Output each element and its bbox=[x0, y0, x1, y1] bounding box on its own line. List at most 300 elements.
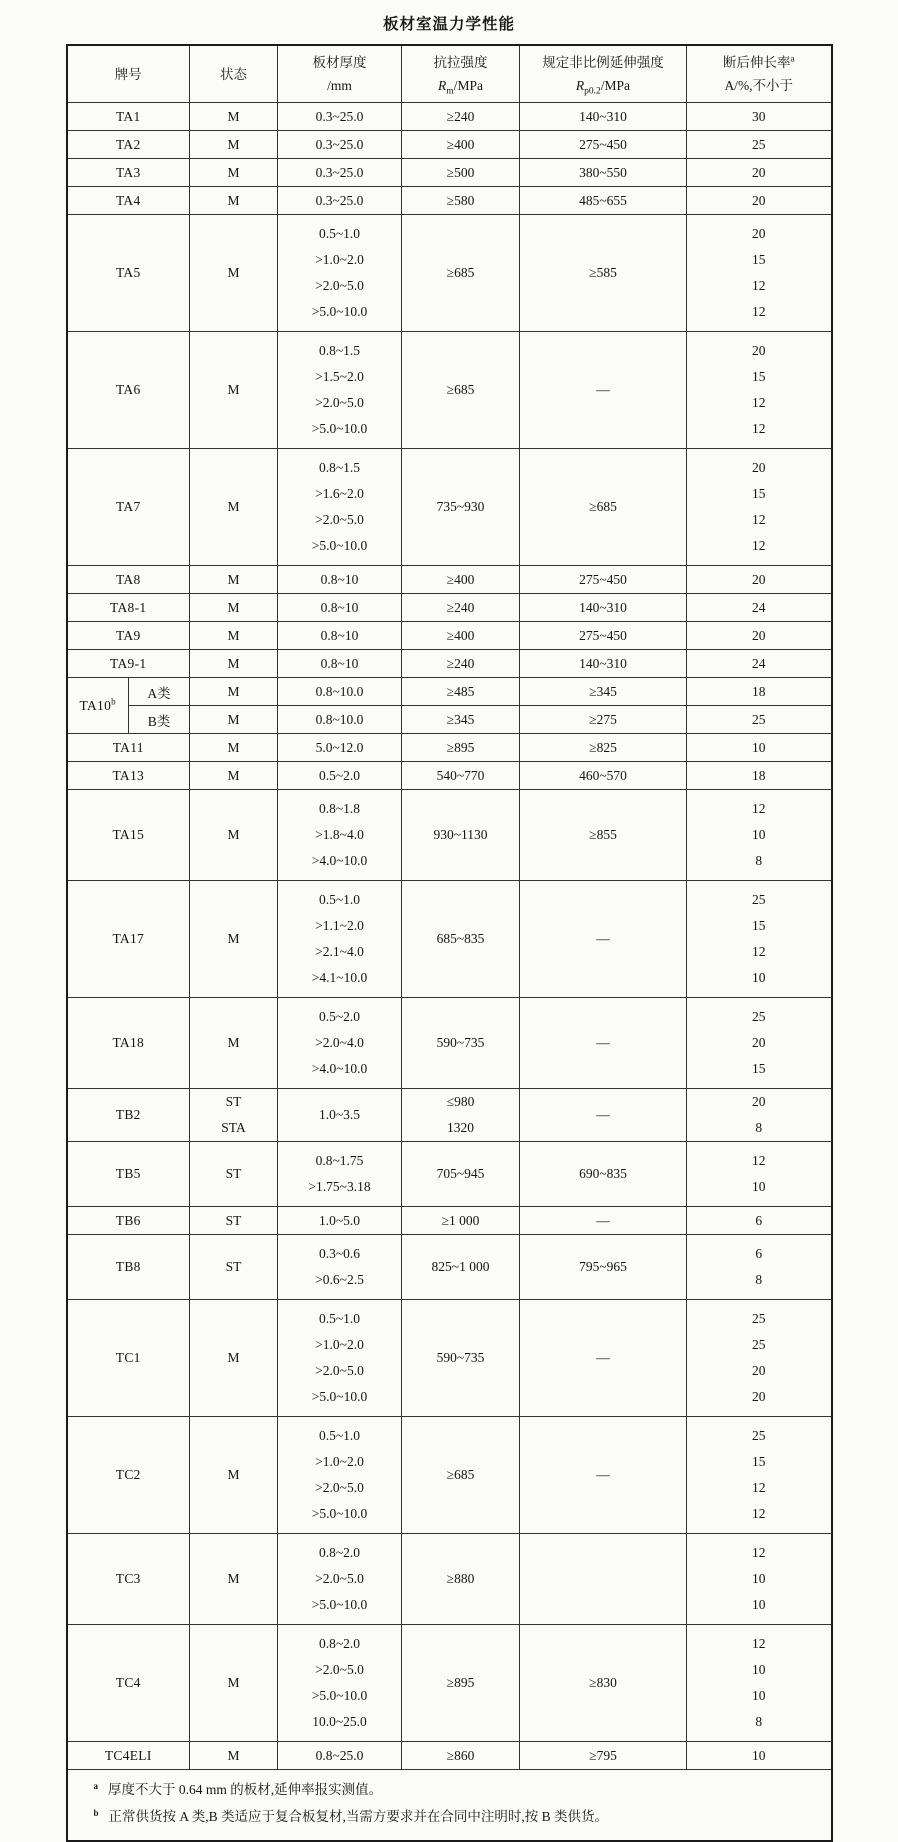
grade-cell bbox=[67, 650, 190, 678]
tensile-strength-cell bbox=[402, 594, 520, 622]
grade-label: TC1 bbox=[115, 1350, 141, 1365]
elongation-cell bbox=[687, 1207, 832, 1235]
state-cell bbox=[190, 1742, 278, 1770]
table-row bbox=[67, 131, 832, 159]
proof-strength-value: 485~655 bbox=[579, 192, 627, 208]
elongation-value: 10 bbox=[752, 1179, 766, 1194]
table-row bbox=[67, 187, 832, 215]
footnotes-cell bbox=[67, 1770, 832, 1842]
thickness-value: 0.3~0.6 bbox=[318, 1246, 361, 1261]
proof-strength-value: — bbox=[596, 1035, 610, 1050]
proof-strength-cell bbox=[520, 1089, 687, 1142]
tensile-strength-value: ≥240 bbox=[446, 108, 475, 124]
table-row bbox=[67, 1417, 832, 1534]
header-thickness-unit: /mm bbox=[327, 78, 352, 93]
thickness-cell bbox=[278, 1207, 402, 1235]
grade-cell bbox=[67, 1207, 190, 1235]
state-cell bbox=[190, 998, 278, 1089]
footnotes-row bbox=[67, 1770, 832, 1842]
grade-cell bbox=[67, 1417, 190, 1534]
proof-strength-value: 275~450 bbox=[579, 627, 627, 643]
tensile-strength-cell bbox=[402, 449, 520, 566]
elongation-value: 12 bbox=[752, 944, 766, 959]
proof-strength-cell bbox=[520, 159, 687, 187]
grade-label: TC4ELI bbox=[104, 1747, 152, 1763]
header-state bbox=[190, 45, 278, 103]
elongation-value: 10 bbox=[752, 739, 766, 755]
tensile-strength-cell bbox=[402, 187, 520, 215]
proof-strength-value: ≥345 bbox=[589, 683, 617, 699]
thickness-value: >2.0~5.0 bbox=[315, 1480, 364, 1495]
thickness-value: >1.0~2.0 bbox=[315, 1454, 364, 1469]
tensile-strength-cell bbox=[402, 1625, 520, 1742]
tensile-strength-cell bbox=[402, 1742, 520, 1770]
grade-label: TA4 bbox=[115, 192, 141, 208]
grade-label: TA18 bbox=[112, 1035, 145, 1050]
proof-strength-cell bbox=[520, 1235, 687, 1300]
grade-label: TA1 bbox=[115, 108, 141, 124]
state-value: M bbox=[227, 827, 240, 842]
grade-label: TA13 bbox=[112, 767, 145, 783]
thickness-cell bbox=[278, 706, 402, 734]
elongation-cell bbox=[687, 449, 832, 566]
thickness-value: >4.0~10.0 bbox=[311, 1061, 368, 1076]
thickness-value: >1.1~2.0 bbox=[315, 918, 364, 933]
proof-strength-value: — bbox=[596, 1350, 610, 1365]
grade-cell bbox=[67, 762, 190, 790]
grade-label: TA8-1 bbox=[110, 599, 147, 615]
elongation-value: 25 bbox=[752, 711, 766, 727]
grade-cell bbox=[67, 678, 129, 734]
table-row bbox=[67, 1089, 832, 1142]
thickness-value: >5.0~10.0 bbox=[311, 538, 368, 553]
grade-label: TA11 bbox=[112, 739, 144, 755]
grade-label: TA8 bbox=[115, 571, 141, 587]
thickness-value: >4.0~10.0 bbox=[311, 853, 368, 868]
thickness-cell bbox=[278, 1300, 402, 1417]
elongation-value: 25 bbox=[752, 1428, 766, 1443]
state-value: M bbox=[227, 1350, 240, 1365]
elongation-value: 10 bbox=[752, 827, 766, 842]
elongation-value: 20 bbox=[752, 192, 766, 208]
elongation-value: 25 bbox=[752, 1311, 766, 1326]
table-row bbox=[67, 594, 832, 622]
header-state-label: 状态 bbox=[220, 66, 247, 82]
thickness-value: >2.0~5.0 bbox=[315, 512, 364, 527]
tensile-strength-cell bbox=[402, 159, 520, 187]
table-row bbox=[67, 1207, 832, 1235]
elongation-value: 8 bbox=[755, 1272, 763, 1287]
grade-cell bbox=[67, 159, 190, 187]
grade-cell bbox=[67, 622, 190, 650]
table-title: 板材室温力学性能 bbox=[382, 16, 515, 33]
elongation-cell bbox=[687, 594, 832, 622]
proof-strength-value: 380~550 bbox=[579, 164, 627, 180]
tensile-strength-value: ≥400 bbox=[446, 571, 475, 587]
elongation-cell bbox=[687, 1300, 832, 1417]
elongation-cell bbox=[687, 103, 832, 131]
elongation-value: 15 bbox=[752, 252, 766, 267]
proof-strength-value: 275~450 bbox=[579, 571, 627, 587]
table-row bbox=[67, 1300, 832, 1417]
elongation-value: 20 bbox=[752, 226, 766, 241]
elongation-value: 15 bbox=[752, 1061, 766, 1076]
state-value: M bbox=[227, 192, 240, 208]
thickness-value: 5.0~12.0 bbox=[315, 739, 364, 755]
proof-strength-cell bbox=[520, 650, 687, 678]
tensile-strength-value: ≥485 bbox=[446, 683, 475, 699]
thickness-cell bbox=[278, 594, 402, 622]
table-row bbox=[67, 449, 832, 566]
header-proof-label: 规定非比例延伸强度 bbox=[542, 55, 664, 70]
thickness-cell bbox=[278, 790, 402, 881]
grade-label: TA6 bbox=[115, 382, 141, 397]
tensile-strength-cell bbox=[402, 1417, 520, 1534]
state-value: M bbox=[227, 571, 240, 587]
thickness-value: 0.5~1.0 bbox=[318, 226, 361, 241]
proof-strength-cell bbox=[520, 762, 687, 790]
thickness-value: 0.8~10 bbox=[320, 571, 359, 587]
tensile-strength-value: ≥345 bbox=[446, 711, 475, 727]
proof-strength-cell bbox=[520, 881, 687, 998]
elongation-value: 10 bbox=[752, 1662, 766, 1677]
tensile-strength-value: 590~735 bbox=[436, 1350, 485, 1365]
table-row bbox=[67, 1534, 832, 1625]
elongation-value: 30 bbox=[752, 108, 766, 124]
thickness-value: >5.0~10.0 bbox=[311, 1389, 368, 1404]
elongation-value: 24 bbox=[752, 655, 766, 671]
tensile-strength-cell bbox=[402, 1235, 520, 1300]
state-cell bbox=[190, 622, 278, 650]
elongation-value: 18 bbox=[752, 767, 766, 783]
elongation-cell bbox=[687, 622, 832, 650]
grade-subclass-label: B类 bbox=[147, 713, 171, 729]
thickness-value: 0.5~1.0 bbox=[318, 1311, 361, 1326]
state-cell bbox=[190, 103, 278, 131]
elongation-value: 12 bbox=[752, 1545, 766, 1560]
elongation-value: 20 bbox=[752, 343, 766, 358]
state-value: M bbox=[227, 1467, 240, 1482]
thickness-value: >0.6~2.5 bbox=[315, 1272, 364, 1287]
header-proof-strength bbox=[520, 45, 687, 103]
proof-strength-value: 275~450 bbox=[579, 136, 627, 152]
state-value: M bbox=[227, 1675, 240, 1690]
footnote-b-text: 正常供货按 A 类,B 类适应于复合板复材,当需方要求并在合同中注明时,按 B 类供货。 bbox=[108, 1809, 609, 1824]
tensile-strength-value: ≥500 bbox=[446, 164, 475, 180]
grade-cell bbox=[67, 449, 190, 566]
elongation-value: 15 bbox=[752, 918, 766, 933]
elongation-value: 10 bbox=[752, 1747, 766, 1763]
elongation-cell bbox=[687, 159, 832, 187]
thickness-value: >5.0~10.0 bbox=[311, 304, 368, 319]
elongation-cell bbox=[687, 1625, 832, 1742]
grade-label: TA7 bbox=[115, 499, 141, 514]
header-elongation bbox=[687, 45, 832, 103]
thickness-value: >2.0~5.0 bbox=[315, 395, 364, 410]
state-value: ST bbox=[225, 1259, 242, 1274]
state-value: M bbox=[227, 1035, 240, 1050]
proof-strength-cell bbox=[520, 998, 687, 1089]
header-thickness bbox=[278, 45, 402, 103]
table-row bbox=[67, 1142, 832, 1207]
header-elongation-unit: A/%,不小于 bbox=[724, 78, 794, 93]
thickness-cell bbox=[278, 131, 402, 159]
header-proof-symbol: $R_{p0.2}$/MPa bbox=[575, 78, 631, 97]
state-cell bbox=[190, 594, 278, 622]
state-value: M bbox=[227, 767, 240, 783]
proof-strength-cell bbox=[520, 215, 687, 332]
state-value: M bbox=[227, 1571, 240, 1586]
tensile-strength-cell bbox=[402, 678, 520, 706]
proof-strength-value: — bbox=[596, 382, 610, 397]
elongation-value: 20 bbox=[752, 627, 766, 643]
state-value: M bbox=[227, 739, 240, 755]
proof-strength-value: — bbox=[596, 931, 610, 946]
state-value: M bbox=[227, 136, 240, 152]
proof-strength-value: 460~570 bbox=[579, 767, 627, 783]
tensile-strength-cell bbox=[402, 103, 520, 131]
proof-strength-cell bbox=[520, 103, 687, 131]
proof-strength-cell bbox=[520, 1300, 687, 1417]
state-value: M bbox=[227, 627, 240, 643]
thickness-value: >1.0~2.0 bbox=[315, 252, 364, 267]
tensile-strength-value: 1320 bbox=[447, 1120, 474, 1135]
thickness-cell bbox=[278, 622, 402, 650]
table-row bbox=[67, 159, 832, 187]
elongation-value: 20 bbox=[752, 164, 766, 180]
elongation-cell bbox=[687, 1235, 832, 1300]
table-row bbox=[67, 734, 832, 762]
thickness-value: 0.8~10 bbox=[320, 627, 359, 643]
grade-label: TC4 bbox=[115, 1675, 141, 1690]
table-row bbox=[67, 998, 832, 1089]
thickness-value: >1.8~4.0 bbox=[315, 827, 364, 842]
state-value: M bbox=[227, 265, 240, 280]
tensile-strength-cell bbox=[402, 734, 520, 762]
proof-strength-value: ≥830 bbox=[589, 1675, 617, 1690]
proof-strength-cell bbox=[520, 1742, 687, 1770]
tensile-strength-value: 540~770 bbox=[436, 767, 485, 783]
grade-label: TA2 bbox=[115, 136, 141, 152]
elongation-cell bbox=[687, 566, 832, 594]
state-cell bbox=[190, 1089, 278, 1142]
tensile-strength-cell bbox=[402, 762, 520, 790]
state-cell bbox=[190, 332, 278, 449]
grade-label: TC3 bbox=[115, 1571, 141, 1586]
tensile-strength-value: ≥1 000 bbox=[441, 1212, 480, 1228]
tensile-strength-value: 590~735 bbox=[436, 1035, 485, 1050]
grade-subclass-cell bbox=[129, 678, 190, 706]
elongation-value: 25 bbox=[752, 892, 766, 907]
state-cell bbox=[190, 762, 278, 790]
tensile-strength-value: 930~1130 bbox=[433, 827, 488, 842]
state-cell bbox=[190, 650, 278, 678]
proof-strength-cell bbox=[520, 594, 687, 622]
state-value: M bbox=[227, 382, 240, 397]
state-cell bbox=[190, 215, 278, 332]
tensile-strength-value: ≥895 bbox=[446, 739, 475, 755]
thickness-value: 0.8~10 bbox=[320, 599, 359, 615]
elongation-value: 20 bbox=[752, 1363, 766, 1378]
grade-cell bbox=[67, 187, 190, 215]
grade-label: TA3 bbox=[115, 164, 141, 180]
proof-strength-value: ≥275 bbox=[589, 711, 617, 727]
elongation-value: 8 bbox=[755, 853, 763, 868]
elongation-value: 24 bbox=[752, 599, 766, 615]
elongation-cell bbox=[687, 650, 832, 678]
thickness-cell bbox=[278, 159, 402, 187]
thickness-cell bbox=[278, 332, 402, 449]
thickness-value: >5.0~10.0 bbox=[311, 1597, 368, 1612]
thickness-cell bbox=[278, 734, 402, 762]
elongation-cell bbox=[687, 706, 832, 734]
proof-strength-cell bbox=[520, 566, 687, 594]
tensile-strength-value: ≥400 bbox=[446, 627, 475, 643]
grade-cell bbox=[67, 1300, 190, 1417]
proof-strength-cell bbox=[520, 1625, 687, 1742]
elongation-cell bbox=[687, 187, 832, 215]
elongation-value: 25 bbox=[752, 1337, 766, 1352]
state-value: M bbox=[227, 108, 240, 124]
proof-strength-cell bbox=[520, 790, 687, 881]
tensile-strength-value: ≥400 bbox=[446, 136, 475, 152]
thickness-value: >1.75~3.18 bbox=[308, 1179, 371, 1194]
thickness-value: >5.0~10.0 bbox=[311, 421, 368, 436]
elongation-value: 20 bbox=[752, 1094, 766, 1109]
proof-strength-cell bbox=[520, 678, 687, 706]
thickness-value: 0.3~25.0 bbox=[315, 108, 364, 124]
elongation-value: 25 bbox=[752, 136, 766, 152]
elongation-value: 12 bbox=[752, 801, 766, 816]
tensile-strength-cell bbox=[402, 790, 520, 881]
table-row bbox=[67, 678, 832, 706]
tensile-strength-value: ≥240 bbox=[446, 599, 475, 615]
table-row bbox=[67, 881, 832, 998]
thickness-cell bbox=[278, 1235, 402, 1300]
state-value: ST bbox=[225, 1212, 242, 1228]
grade-label: TB8 bbox=[115, 1259, 141, 1274]
thickness-value: 0.5~1.0 bbox=[318, 892, 361, 907]
elongation-value: 8 bbox=[755, 1714, 763, 1729]
proof-strength-value: 140~310 bbox=[579, 655, 627, 671]
tensile-strength-cell bbox=[402, 1089, 520, 1142]
thickness-cell bbox=[278, 762, 402, 790]
header-elongation-label: 断后伸长率$^a$ bbox=[723, 53, 795, 70]
tensile-strength-cell bbox=[402, 1207, 520, 1235]
tensile-strength-value: ≥685 bbox=[446, 382, 475, 397]
proof-strength-cell bbox=[520, 332, 687, 449]
grade-label: TA9-1 bbox=[110, 655, 147, 671]
state-cell bbox=[190, 449, 278, 566]
thickness-value: 0.3~25.0 bbox=[315, 164, 364, 180]
tensile-strength-value: ≥880 bbox=[446, 1571, 475, 1586]
proof-strength-value: ≥795 bbox=[589, 1747, 617, 1763]
elongation-value: 10 bbox=[752, 970, 766, 985]
grade-label: TB6 bbox=[115, 1212, 141, 1228]
proof-strength-value: — bbox=[596, 1107, 610, 1122]
state-cell bbox=[190, 706, 278, 734]
proof-strength-value: 140~310 bbox=[579, 599, 627, 615]
elongation-value: 10 bbox=[752, 1571, 766, 1586]
thickness-cell bbox=[278, 998, 402, 1089]
footnote-a-marker: a bbox=[93, 1780, 98, 1791]
state-value: M bbox=[227, 683, 240, 699]
thickness-value: 0.8~10.0 bbox=[315, 711, 364, 727]
grade-label: TA9 bbox=[115, 627, 141, 643]
header-tensile-strength bbox=[402, 45, 520, 103]
footnote-b-marker: b bbox=[93, 1807, 99, 1818]
tensile-strength-cell bbox=[402, 1534, 520, 1625]
elongation-value: 12 bbox=[752, 304, 766, 319]
elongation-cell bbox=[687, 1089, 832, 1142]
thickness-cell bbox=[278, 1625, 402, 1742]
footnote-b bbox=[94, 1803, 831, 1830]
state-value: M bbox=[227, 499, 240, 514]
state-value: ST bbox=[225, 1094, 242, 1109]
grade-cell bbox=[67, 332, 190, 449]
thickness-value: >2.0~5.0 bbox=[315, 1363, 364, 1378]
thickness-value: 0.8~1.5 bbox=[318, 343, 361, 358]
proof-strength-value: ≥855 bbox=[589, 827, 617, 842]
proof-strength-cell bbox=[520, 131, 687, 159]
thickness-value: 0.3~25.0 bbox=[315, 136, 364, 152]
grade-label: TA5 bbox=[115, 265, 141, 280]
elongation-value: 12 bbox=[752, 421, 766, 436]
table-row bbox=[67, 790, 832, 881]
thickness-value: 0.3~25.0 bbox=[315, 192, 364, 208]
thickness-value: 0.5~2.0 bbox=[318, 1009, 361, 1024]
elongation-value: 20 bbox=[752, 1389, 766, 1404]
state-cell bbox=[190, 187, 278, 215]
elongation-cell bbox=[687, 881, 832, 998]
thickness-value: >2.0~4.0 bbox=[315, 1035, 364, 1050]
proof-strength-value: — bbox=[596, 1467, 610, 1482]
proof-strength-cell bbox=[520, 1417, 687, 1534]
elongation-value: 8 bbox=[755, 1120, 763, 1135]
thickness-value: 0.8~10 bbox=[320, 655, 359, 671]
grade-footnote-marker: b bbox=[111, 696, 116, 706]
tensile-strength-value: ≥895 bbox=[446, 1675, 475, 1690]
thickness-value: >2.0~5.0 bbox=[315, 1662, 364, 1677]
state-cell bbox=[190, 790, 278, 881]
elongation-cell bbox=[687, 734, 832, 762]
thickness-value: >4.1~10.0 bbox=[311, 970, 368, 985]
state-cell bbox=[190, 159, 278, 187]
thickness-cell bbox=[278, 566, 402, 594]
thickness-cell bbox=[278, 1142, 402, 1207]
elongation-value: 12 bbox=[752, 512, 766, 527]
thickness-value: 0.8~10.0 bbox=[315, 683, 364, 699]
state-cell bbox=[190, 1207, 278, 1235]
thickness-value: 1.0~3.5 bbox=[318, 1107, 361, 1122]
thickness-value: 0.5~2.0 bbox=[318, 767, 361, 783]
proof-strength-cell bbox=[520, 622, 687, 650]
grade-label: TA10 bbox=[79, 697, 112, 713]
thickness-value: >5.0~10.0 bbox=[311, 1688, 368, 1703]
grade-cell bbox=[67, 790, 190, 881]
grade-cell bbox=[67, 594, 190, 622]
elongation-value: 18 bbox=[752, 683, 766, 699]
grade-cell bbox=[67, 734, 190, 762]
thickness-cell bbox=[278, 650, 402, 678]
table-row bbox=[67, 706, 832, 734]
elongation-cell bbox=[687, 762, 832, 790]
table-row bbox=[67, 1742, 832, 1770]
elongation-value: 15 bbox=[752, 1454, 766, 1469]
tensile-strength-value: 705~945 bbox=[436, 1166, 485, 1181]
thickness-cell bbox=[278, 449, 402, 566]
elongation-value: 20 bbox=[752, 571, 766, 587]
